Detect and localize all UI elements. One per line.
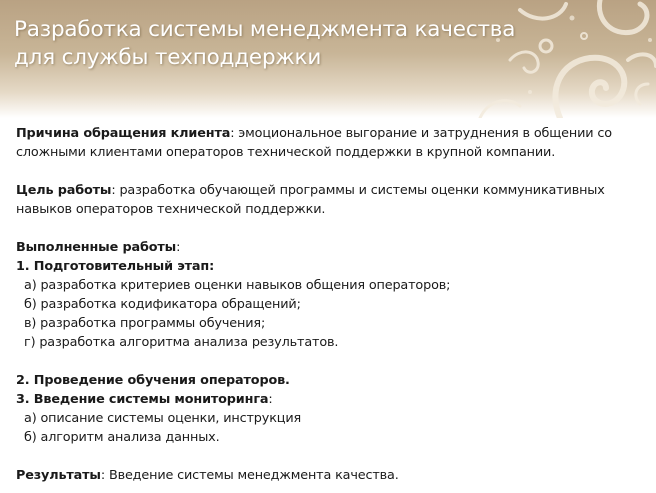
stage3-heading	[16, 390, 646, 409]
stage1-item-b: б) разработка кодификатора обращений;	[24, 297, 301, 312]
stage1-item-a: а) разработка критериев оценки навыков общения операторов;	[24, 278, 451, 293]
works-separator: :	[176, 240, 181, 255]
stage3-item-a: а) описание системы оценки, инструкция	[24, 411, 302, 426]
reason-text: эмоциональное выгорание и затруднения в общении со сложными клиентами операторов технической поддержки в крупной компании.	[16, 126, 612, 160]
stage3-item-b: б) алгоритм анализа данных.	[24, 430, 220, 445]
stage1-title: 1. Подготовительный этап:	[16, 259, 215, 274]
reason-paragraph	[16, 124, 646, 162]
goal-text: разработка обучающей программы и системы оценки коммуникативных навыков операторов технической поддержки.	[16, 183, 605, 217]
goal-paragraph	[16, 181, 646, 219]
stage3-separator: :	[268, 392, 273, 407]
spacer	[16, 447, 646, 466]
results-label: Результаты	[16, 468, 101, 483]
reason-label: Причина обращения клиента	[16, 126, 231, 141]
stage2-title: 2. Проведение обучения операторов.	[16, 373, 290, 388]
stage1-item-d: г) разработка алгоритма анализа результатов.	[24, 335, 339, 350]
slide-body	[16, 124, 646, 485]
goal-label: Цель работы	[16, 183, 112, 198]
stage1-item-c: в) разработка программы обучения;	[24, 316, 266, 331]
title-banner	[0, 0, 656, 118]
spacer	[16, 352, 646, 371]
stage3-title: 3. Введение системы мониторинга	[16, 392, 269, 407]
slide-title-line2: для службы техподдержки	[14, 45, 322, 70]
spacer	[16, 162, 646, 181]
works-label: Выполненные работы	[16, 240, 177, 255]
slide-title	[14, 16, 515, 72]
results-separator: :	[100, 468, 109, 483]
slide-title-line1: Разработка системы менеджмента качества	[14, 17, 516, 42]
results-paragraph	[16, 466, 646, 485]
works-heading	[16, 238, 646, 257]
spacer	[16, 219, 646, 238]
results-text: Введение системы менеджмента качества.	[108, 468, 399, 483]
goal-separator: :	[111, 183, 120, 198]
reason-separator: :	[230, 126, 239, 141]
